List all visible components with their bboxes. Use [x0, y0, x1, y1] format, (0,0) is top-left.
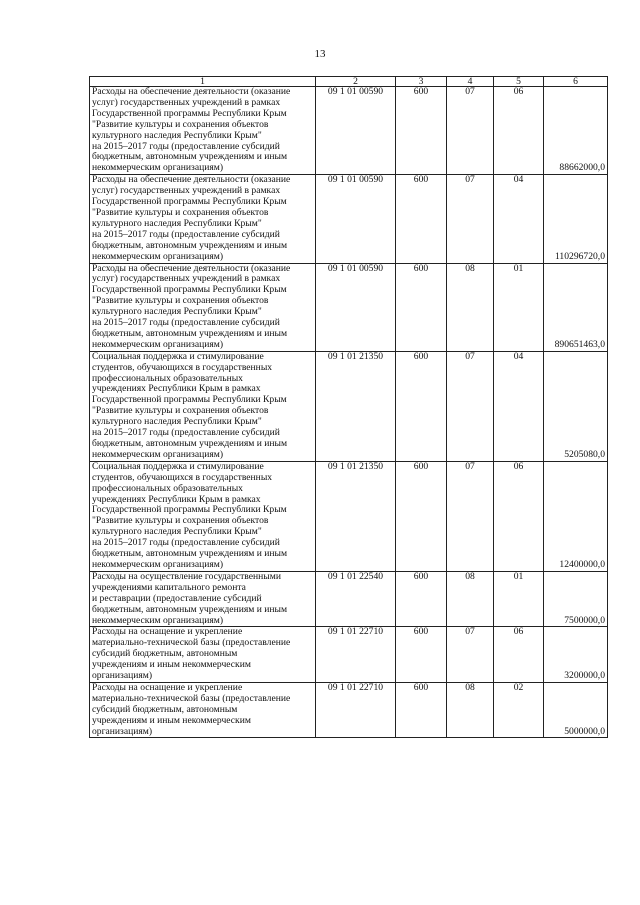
row-description: Расходы на обеспечение деятельности (оказание услуг) государственных учреждений в рамках Государственной программы Республики Крым "Развитие культуры и сохранения объектов культурного наследия Республики Крым" на 2015–2017 годы (предоставление субсидий бюджетным, автономным учреждениям и иным некоммерческим организациям) — [90, 175, 316, 263]
column-header: 6 — [544, 77, 608, 87]
row-col4: 07 — [447, 175, 494, 263]
column-header: 5 — [494, 77, 544, 87]
table-row — [90, 571, 608, 627]
row-description: Расходы на оснащение и укрепление материально-технической базы (предоставление субсидий бюджетным, автономным учреждениям и иным некоммерческим организациям) — [90, 682, 316, 738]
row-col4: 08 — [447, 682, 494, 738]
table-row — [90, 263, 608, 351]
column-header: 2 — [316, 77, 396, 87]
row-amount: 88662000,0 — [544, 87, 608, 175]
row-code: 09 1 01 21350 — [316, 461, 396, 571]
row-code: 09 1 01 21350 — [316, 351, 396, 461]
row-col5: 01 — [494, 263, 544, 351]
row-amount: 5205080,0 — [544, 351, 608, 461]
row-col5: 06 — [494, 461, 544, 571]
row-code: 09 1 01 00590 — [316, 87, 396, 175]
column-header: 1 — [90, 77, 316, 87]
row-description: Социальная поддержка и стимулирование студентов, обучающихся в государственных профессиональных образовательных учреждениях Республики Крым в рамках Государственной программы Республики Крым "Развитие культуры и сохранения объектов культурного наследия Республики Крым" на 2015–2017 годы (предоставление субсидий бюджетным, автономным учреждениям и иным некоммерческим организациям) — [90, 461, 316, 571]
row-description: Расходы на обеспечение деятельности (оказание услуг) государственных учреждений в рамках Государственной программы Республики Крым "Развитие культуры и сохранения объектов культурного наследия Республики Крым" на 2015–2017 годы (предоставление субсидий бюджетным, автономным учреждениям и иным некоммерческим организациям) — [90, 87, 316, 175]
column-header: 3 — [396, 77, 447, 87]
row-col3: 600 — [396, 682, 447, 738]
row-col3: 600 — [396, 571, 447, 627]
row-amount: 110296720,0 — [544, 175, 608, 263]
page-number: 13 — [314, 48, 326, 60]
table-row — [90, 175, 608, 263]
row-description: Расходы на оснащение и укрепление материально-технической базы (предоставление субсидий бюджетным, автономным учреждениям и иным некоммерческим организациям) — [90, 627, 316, 683]
row-code: 09 1 01 22710 — [316, 682, 396, 738]
row-col5: 04 — [494, 175, 544, 263]
row-col4: 07 — [447, 87, 494, 175]
row-col5: 06 — [494, 87, 544, 175]
row-col3: 600 — [396, 87, 447, 175]
row-col4: 07 — [447, 627, 494, 683]
header-row — [90, 77, 608, 87]
row-description: Социальная поддержка и стимулирование студентов, обучающихся в государственных профессиональных образовательных учреждениях Республики Крым в рамках Государственной программы Республики Крым "Развитие культуры и сохранения объектов культурного наследия Республики Крым" на 2015–2017 годы (предоставление субсидий бюджетным, автономным учреждениям и иным некоммерческим организациям) — [90, 351, 316, 461]
row-col3: 600 — [396, 627, 447, 683]
row-code: 09 1 01 22540 — [316, 571, 396, 627]
row-amount: 3200000,0 — [544, 627, 608, 683]
row-amount: 12400000,0 — [544, 461, 608, 571]
row-col4: 08 — [447, 263, 494, 351]
row-col4: 08 — [447, 571, 494, 627]
table-row — [90, 461, 608, 571]
row-col5: 04 — [494, 351, 544, 461]
row-code: 09 1 01 00590 — [316, 175, 396, 263]
row-col4: 07 — [447, 461, 494, 571]
row-description: Расходы на осуществление государственными учреждениями капитального ремонта и реставрации (предоставление субсидий бюджетным, автономным учреждениям и иным некоммерческим организациям) — [90, 571, 316, 627]
row-col3: 600 — [396, 263, 447, 351]
table-row — [90, 682, 608, 738]
row-amount: 7500000,0 — [544, 571, 608, 627]
row-code: 09 1 01 22710 — [316, 627, 396, 683]
row-col3: 600 — [396, 175, 447, 263]
budget-table — [89, 76, 608, 738]
row-amount: 5000000,0 — [544, 682, 608, 738]
row-col3: 600 — [396, 461, 447, 571]
table-row — [90, 627, 608, 683]
row-col5: 02 — [494, 682, 544, 738]
row-code: 09 1 01 00590 — [316, 263, 396, 351]
table-row — [90, 351, 608, 461]
row-col4: 07 — [447, 351, 494, 461]
row-col5: 06 — [494, 627, 544, 683]
row-description: Расходы на обеспечение деятельности (оказание услуг) государственных учреждений в рамках Государственной программы Республики Крым "Развитие культуры и сохранения объектов культурного наследия Республики Крым" на 2015–2017 годы (предоставление субсидий бюджетным, автономным учреждениям и иным некоммерческим организациям) — [90, 263, 316, 351]
row-col3: 600 — [396, 351, 447, 461]
row-amount: 890651463,0 — [544, 263, 608, 351]
column-header: 4 — [447, 77, 494, 87]
row-col5: 01 — [494, 571, 544, 627]
table-row — [90, 87, 608, 175]
